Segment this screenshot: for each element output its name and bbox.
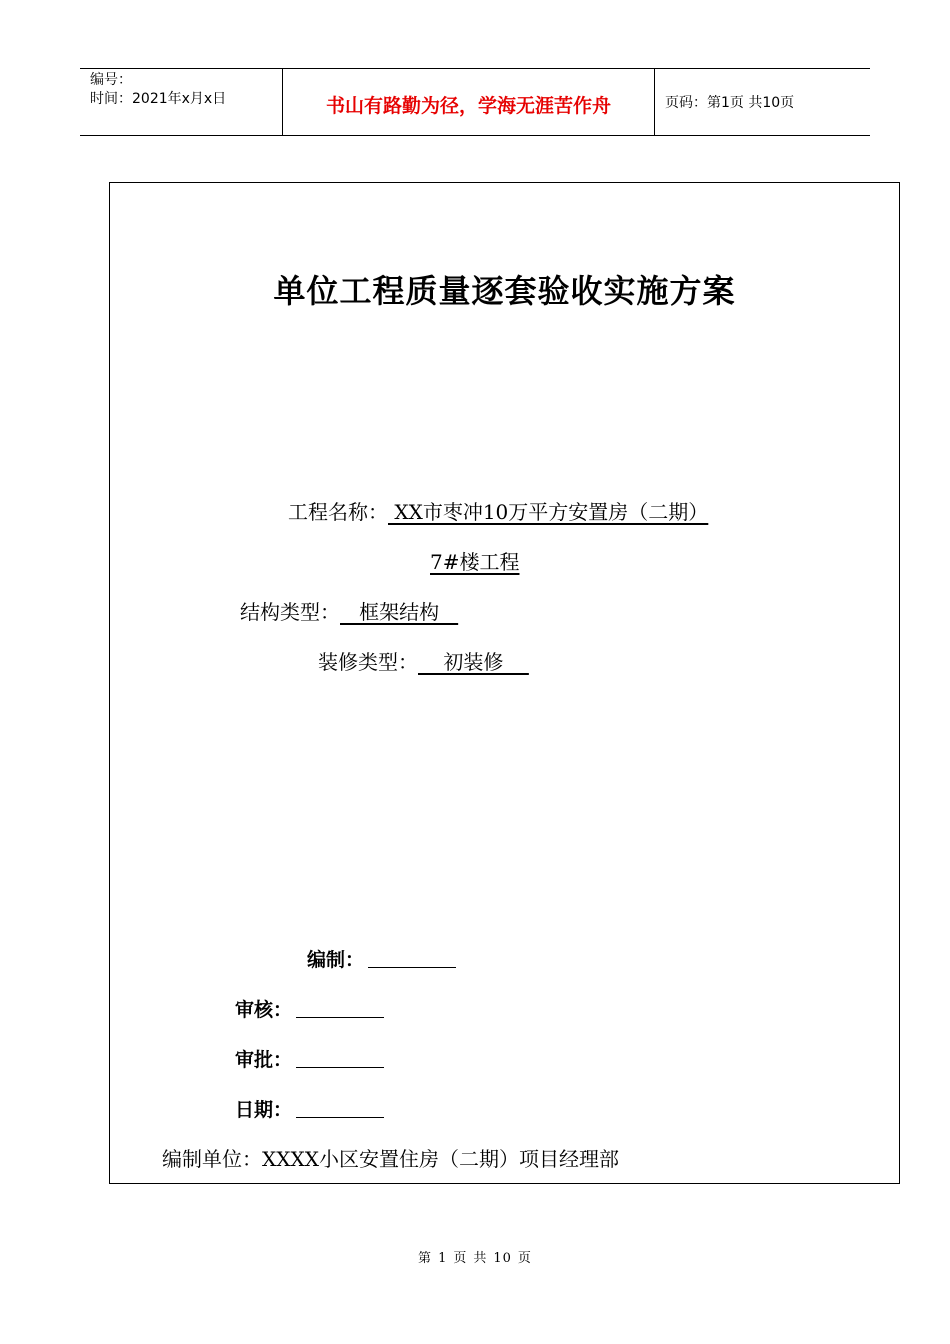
decoration-row [318,646,529,675]
compiled-row [307,945,456,972]
structure-row [240,596,458,625]
compiled-label: 编制： [307,949,365,971]
project-name-value-line1: XX市枣冲10万平方安置房（二期） [388,500,709,524]
compiled-signature-line [368,966,456,968]
header-date-label: 时间：2021年x月x日 [90,91,227,107]
header-page-info: 页码：第1页 共10页 [665,95,795,111]
footer-total-word: 共 [473,1251,488,1266]
compiling-organization: 编制单位：XXXX小区安置住房（二期）项目经理部 [162,1147,619,1171]
date-label: 日期： [235,1099,293,1121]
structure-value: 框架结构 [340,600,459,624]
cover-box [109,182,900,1184]
footer-page-number: 1 [438,1251,448,1266]
header-number-label: 编号： [90,72,132,88]
structure-label: 结构类型： [240,600,340,624]
review-label: 审核： [235,999,293,1021]
review-signature-line [296,1016,384,1018]
page-footer [0,1247,950,1266]
project-name-row [288,496,708,525]
project-name-value-line2: 7#楼工程 [430,550,520,574]
document-title: 单位工程质量逐套验收实施方案 [273,272,736,310]
review-row [235,995,384,1022]
approve-signature-line [296,1066,384,1068]
approve-label: 审批： [235,1049,293,1071]
footer-total-number: 10 [493,1251,512,1266]
project-name-row-2 [430,546,519,575]
footer-total-unit: 页 [517,1251,532,1266]
header-page-cell [655,69,870,135]
project-name-label: 工程名称： [288,500,388,524]
header-left-cell [80,69,282,135]
footer-page-word: 第 [418,1251,433,1266]
date-row [235,1095,384,1122]
header-motto: 书山有路勤为径，学海无涯苦作舟 [325,94,611,117]
decoration-value: 初装修 [418,650,529,674]
page-header [80,68,870,136]
decoration-label: 装修类型： [318,650,418,674]
date-signature-line [296,1116,384,1118]
approve-row [235,1045,384,1072]
footer-page-unit: 页 [453,1251,468,1266]
header-motto-cell [282,69,655,135]
